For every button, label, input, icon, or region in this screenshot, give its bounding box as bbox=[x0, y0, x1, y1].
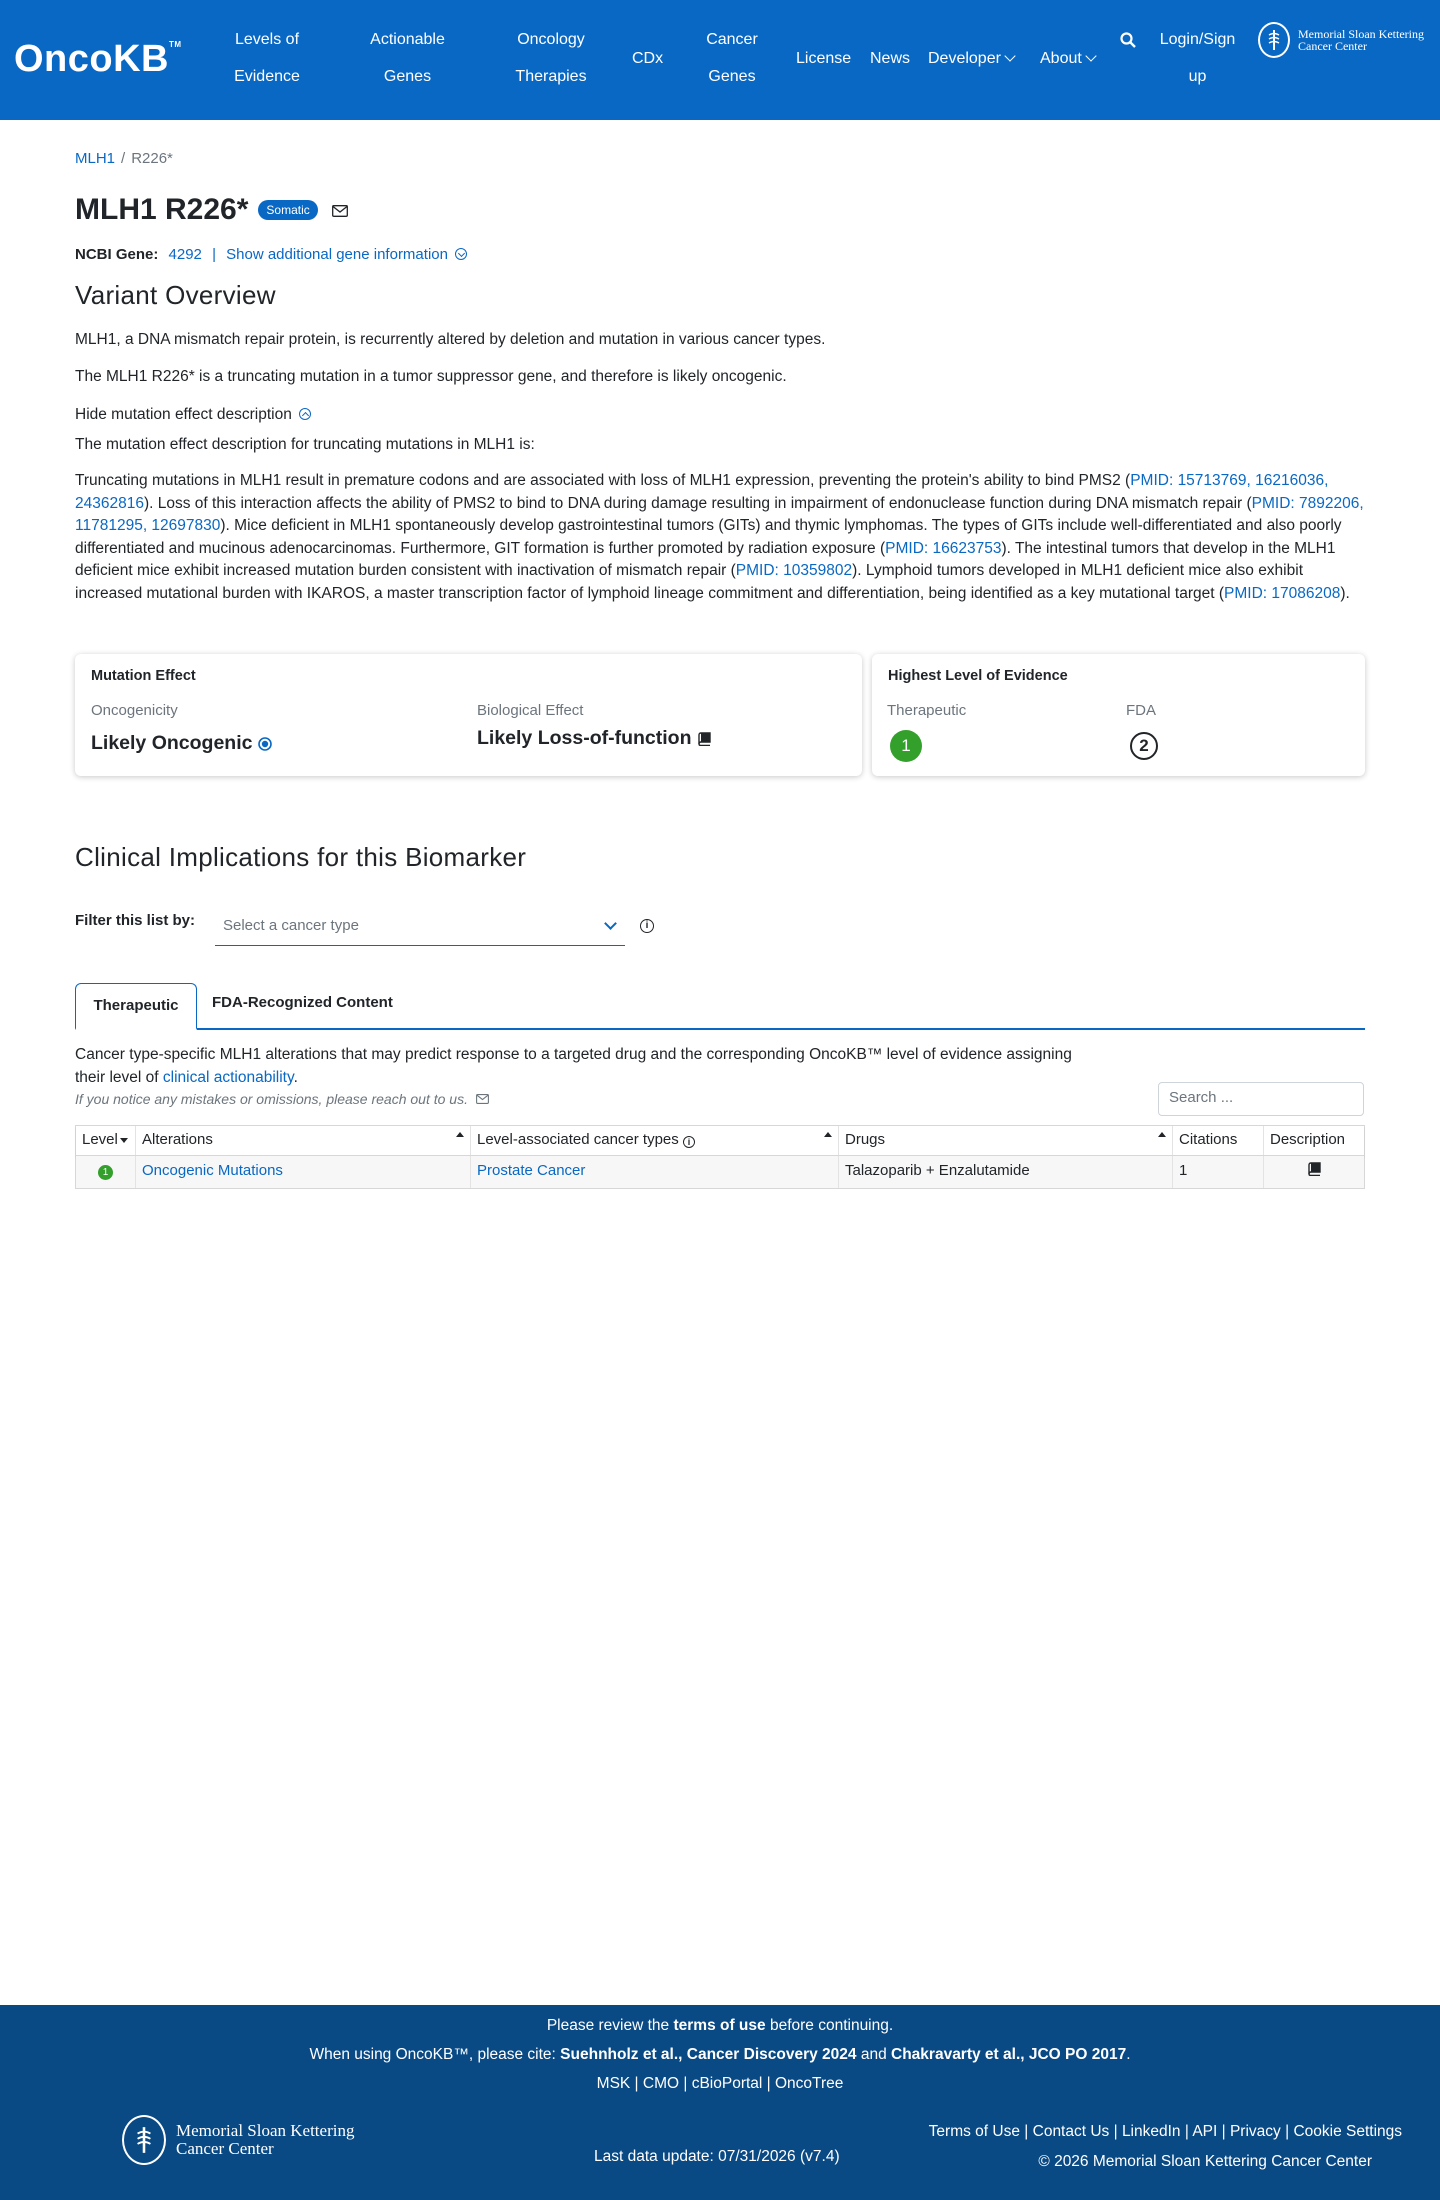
footer-site-links: MSK | CMO | cBioPortal | OncoTree bbox=[596, 2075, 844, 2092]
table-search-input[interactable]: Search ... bbox=[1158, 1082, 1364, 1116]
search-icon[interactable] bbox=[1120, 32, 1136, 48]
chevron-down-icon bbox=[604, 917, 617, 930]
biological-effect-value: Likely Loss-of-function bbox=[477, 727, 711, 750]
level-1-icon[interactable]: 1 bbox=[98, 1165, 113, 1180]
info-icon[interactable]: i bbox=[640, 919, 654, 933]
col-level-header[interactable]: Level bbox=[76, 1126, 136, 1155]
nav-cancer-genes[interactable]: Cancer Genes bbox=[706, 31, 758, 85]
chevron-down-circle-icon bbox=[455, 248, 467, 260]
footer-link-contact[interactable]: Contact Us bbox=[1032, 2123, 1110, 2140]
footer-link-cmo[interactable]: CMO bbox=[642, 2075, 680, 2092]
tab-fda-recognized-content[interactable]: FDA-Recognized Content bbox=[212, 994, 393, 1011]
nav-developer[interactable]: Developer bbox=[928, 40, 1014, 77]
nav-oncology-therapies[interactable]: Oncology Therapies bbox=[515, 31, 587, 85]
overview-variant-summary: The MLH1 R226* is a truncating mutation in a tumor suppressor gene, and therefore is likely oncogenic. bbox=[75, 368, 787, 385]
tab-therapeutic[interactable]: Therapeutic bbox=[75, 983, 197, 1030]
clinical-implications-heading: Clinical Implications for this Biomarker bbox=[75, 842, 527, 872]
col-alterations-header[interactable]: Alterations bbox=[136, 1126, 471, 1155]
col-citations-header[interactable]: Citations bbox=[1173, 1126, 1264, 1155]
col-cancer-types-header[interactable]: Level-associated cancer types i bbox=[471, 1126, 839, 1155]
page-title: MLH1 R226* Somatic bbox=[75, 193, 348, 227]
footer: Please review the terms of use before continuing. When using OncoKB™, please cite: Suehnholz et al., Cancer Discovery 2024 and Chakravarty et al., JCO PO 2017. MSK | CMO | cBioPortal | OncoTree Memorial Sloan Kettering Cancer Center Last data update: 07/31/2026 (v7.4) Terms of Use | Contact Us | LinkedIn | API | Privacy | Cookie Settings © 2026 Memorial Sloan Kettering Cancer Center bbox=[0, 2005, 1440, 2200]
mail-icon[interactable] bbox=[476, 1094, 489, 1104]
footer-link-privacy[interactable]: Privacy bbox=[1229, 2123, 1281, 2140]
info-icon[interactable]: i bbox=[683, 1136, 695, 1148]
footer-msk-logo[interactable]: Memorial Sloan Kettering Cancer Center bbox=[122, 2115, 354, 2165]
chevron-down-icon bbox=[1085, 50, 1096, 61]
last-data-update: Last data update: 07/31/2026 (v7.4) bbox=[594, 2148, 840, 2165]
pmid-link[interactable]: PMID: 17086208 bbox=[1224, 584, 1341, 602]
copyright: © 2026 Memorial Sloan Kettering Cancer Center bbox=[1038, 2153, 1372, 2170]
hide-mutation-effect-toggle[interactable]: Hide mutation effect description bbox=[75, 404, 311, 427]
msk-emblem-icon bbox=[122, 2115, 166, 2165]
nav-cdx[interactable]: CDx bbox=[632, 50, 664, 67]
footer-link-msk[interactable]: MSK bbox=[596, 2075, 631, 2092]
footer-link-oncotree[interactable]: OncoTree bbox=[775, 2075, 844, 2092]
report-notice: If you notice any mistakes or omissions, please reach out to us. bbox=[75, 1091, 489, 1107]
nav-news[interactable]: News bbox=[870, 50, 911, 67]
footer-link-api[interactable]: API bbox=[1192, 2123, 1218, 2140]
overview-gene-summary: MLH1, a DNA mismatch repair protein, is recurrently altered by deletion and mutation in various cancer types. bbox=[75, 331, 826, 348]
mail-icon[interactable] bbox=[332, 205, 348, 217]
oncogenicity-value: Likely Oncogenic bbox=[91, 732, 272, 755]
pmid-link[interactable]: PMID: 7892206, 11781295, 12697830 bbox=[75, 494, 1364, 534]
table-row bbox=[76, 1156, 1364, 1188]
sort-asc-icon bbox=[824, 1132, 832, 1137]
mutation-effect-card: Mutation Effect Oncogenicity Likely Oncogenic Biological Effect Likely Loss-of-function bbox=[75, 654, 862, 776]
highest-level-card: Highest Level of Evidence Therapeutic 1 FDA 2 bbox=[872, 654, 1365, 776]
footer-link-linkedin[interactable]: LinkedIn bbox=[1121, 2123, 1181, 2140]
book-icon[interactable] bbox=[1308, 1162, 1321, 1176]
sort-desc-icon bbox=[120, 1138, 128, 1143]
variant-overview-heading: Variant Overview bbox=[75, 280, 276, 310]
table-header-row bbox=[76, 1126, 1364, 1156]
ncbi-gene-link[interactable]: 4292 bbox=[168, 246, 202, 263]
level-1-icon[interactable]: 1 bbox=[890, 730, 922, 762]
col-drugs-header[interactable]: Drugs bbox=[839, 1126, 1173, 1155]
col-description-header: Description bbox=[1270, 1131, 1346, 1148]
ncbi-gene-row: NCBI Gene: 4292 | Show additional gene information bbox=[75, 246, 467, 263]
footer-link-cbioportal[interactable]: cBioPortal bbox=[691, 2075, 763, 2092]
nav-actionable-genes[interactable]: Actionable Genes bbox=[370, 31, 445, 85]
fda-level-2-icon[interactable]: 2 bbox=[1130, 732, 1158, 760]
terms-of-use-link[interactable]: terms of use bbox=[673, 2017, 766, 2034]
cancer-type-link[interactable]: Prostate Cancer bbox=[477, 1162, 586, 1179]
nav-login-signup[interactable]: Login/Sign up bbox=[1159, 31, 1236, 85]
cancer-type-select[interactable]: Select a cancer type bbox=[215, 910, 625, 946]
chevron-up-circle-icon bbox=[299, 408, 311, 420]
therapeutic-description: Cancer type-specific MLH1 alterations that may predict response to a targeted drug and the corresponding OncoKB™ level of evidence assigning their level of clinical actionability. bbox=[75, 1046, 1072, 1086]
breadcrumb: MLH1 / R226* bbox=[75, 150, 173, 167]
mutation-effect-description: Truncating mutations in MLH1 result in premature codons and are associated with loss of MLH1 expression, preventing the protein's ability to bind PMS2 (PMID: 15713769, 16216036, 24362816). Loss of this interaction affects the ability of PMS2 to bind to DNA during damage resulting in impairment of endonuclease function during DNA mismatch repair (PMID: 7892206, 11781295, 12697830). Mice deficient in MLH1 spontaneously develop gastrointestinal tumors (GITs) and thymic lymphomas. The types of GITs include well-differentiated and also poorly differentiated and mucinous adenocarcinomas. Furthermore, GIT formation is further promoted by radiation exposure (PMID: 16623753). The intestinal tumors that develop in the MLH1 deficient mice exhibit increased mutation burden consistent with inactivation of mismatch repair (PMID: 10359802). Lymphoid tumors developed in MLH1 deficient mice also exhibit increased mutational burden with IKAROS, a master transcription factor of lymphoid lineage commitment and differentiation, being identified as a key mutational target (PMID: 17086208). bbox=[75, 472, 1364, 602]
footer-legal-links: Terms of Use | Contact Us | LinkedIn | API | Privacy | Cookie Settings bbox=[928, 2123, 1402, 2140]
pmid-link[interactable]: PMID: 15713769, 16216036, 24362816 bbox=[75, 472, 1329, 512]
pmid-link[interactable]: PMID: 16623753 bbox=[885, 539, 1002, 557]
footer-link-cookies[interactable]: Cookie Settings bbox=[1293, 2123, 1402, 2140]
footer-link-terms[interactable]: Terms of Use bbox=[928, 2123, 1020, 2140]
citation-link[interactable]: Chakravarty et al., JCO PO 2017 bbox=[891, 2046, 1127, 2063]
oncokb-logo[interactable]: OncoKB™ bbox=[14, 38, 182, 80]
therapeutic-table bbox=[75, 1125, 1365, 1189]
breadcrumb-gene-link[interactable]: MLH1 bbox=[75, 150, 116, 167]
somatic-badge: Somatic bbox=[258, 200, 317, 220]
msk-emblem-icon bbox=[1258, 22, 1290, 58]
oncogenic-target-icon bbox=[258, 737, 272, 751]
drugs-cell: Talazoparib + Enzalutamide bbox=[839, 1156, 1173, 1188]
pmid-link[interactable]: PMID: 10359802 bbox=[735, 562, 853, 579]
clinical-actionability-link[interactable]: clinical actionability bbox=[162, 1069, 294, 1086]
show-gene-info-toggle[interactable]: Show additional gene information bbox=[226, 246, 467, 263]
citation-link[interactable]: Suehnholz et al., Cancer Discovery 2024 bbox=[560, 2046, 857, 2063]
chevron-down-icon bbox=[1004, 50, 1015, 61]
citations-cell: 1 bbox=[1173, 1156, 1264, 1188]
top-navbar bbox=[0, 0, 1440, 120]
nav-about[interactable]: About bbox=[1040, 40, 1095, 77]
breadcrumb-current: R226* bbox=[131, 150, 173, 167]
sort-asc-icon bbox=[456, 1132, 464, 1137]
sort-asc-icon bbox=[1158, 1132, 1166, 1137]
mutation-effect-intro: The mutation effect description for truncating mutations in MLH1 is: bbox=[75, 436, 535, 453]
nav-license[interactable]: License bbox=[796, 50, 852, 67]
book-icon[interactable] bbox=[698, 732, 711, 746]
msk-logo[interactable]: Memorial Sloan Kettering Cancer Center bbox=[1258, 22, 1424, 58]
alteration-link[interactable]: Oncogenic Mutations bbox=[142, 1162, 283, 1179]
nav-levels-of-evidence[interactable]: Levels of Evidence bbox=[234, 31, 300, 85]
